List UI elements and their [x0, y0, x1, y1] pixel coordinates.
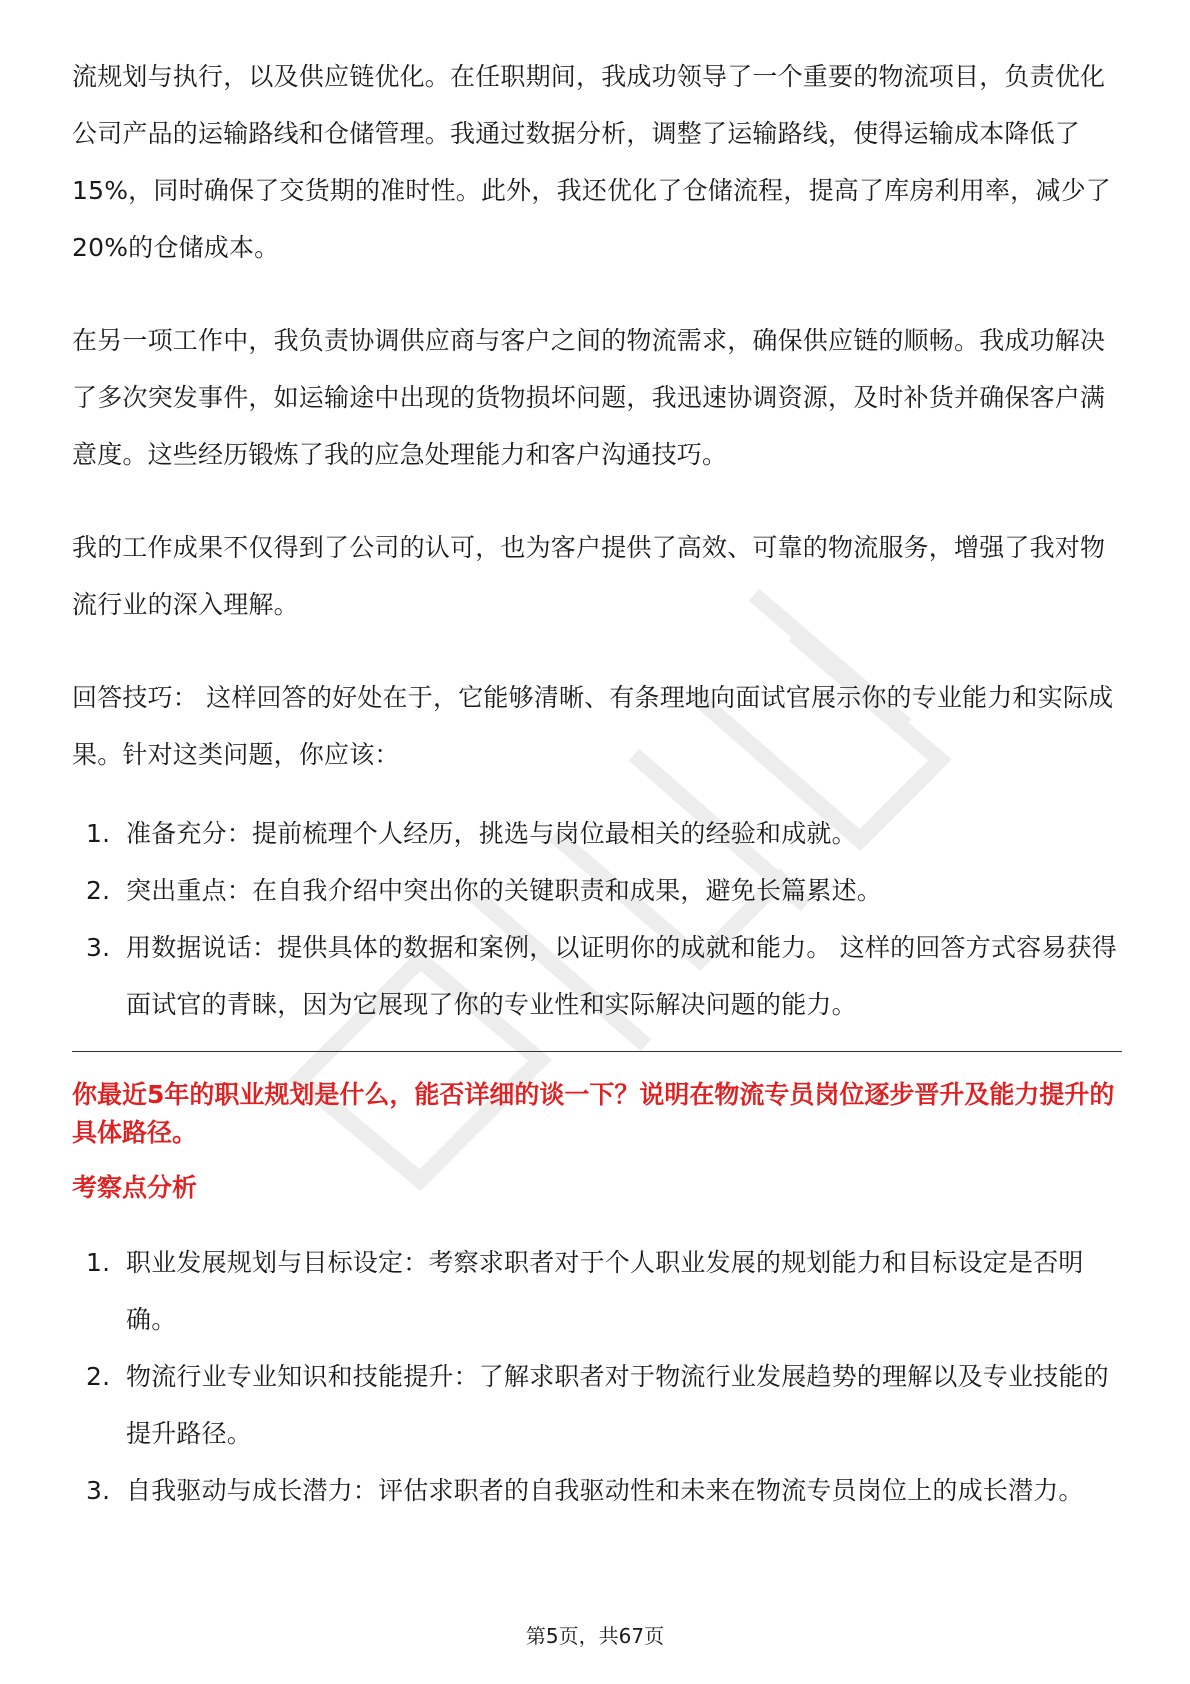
list-item-text: 突出重点：在自我介绍中突出你的关键职责和成果，避免长篇累述。 [126, 876, 883, 905]
list-item-text: 准备充分：提前梳理个人经历，挑选与岗位最相关的经验和成就。 [126, 819, 857, 848]
list-item [72, 805, 1122, 862]
list-item-text: 物流行业专业知识和技能提升：了解求职者对于物流行业发展趋势的理解以及专业技能的提升路径。 [126, 1362, 1109, 1448]
list-number: 3. [86, 1476, 111, 1505]
answer-tips-intro: 回答技巧： 这样回答的好处在于，它能够清晰、有条理地向面试官展示你的专业能力和实际成果。针对这类问题，你应该： [72, 683, 1114, 769]
list-number: 3. [86, 933, 111, 962]
list-item [72, 1234, 1122, 1348]
page-number-footer: 第5页，共67页 [525, 1624, 665, 1648]
answer-paragraph: 我的工作成果不仅得到了公司的认可，也为客户提供了高效、可靠的物流服务，增强了我对物流行业的深入理解。 [72, 533, 1106, 619]
list-number: 1. [86, 1248, 111, 1277]
answer-paragraph: 在另一项工作中，我负责协调供应商与客户之间的物流需求，确保供应链的顺畅。我成功解决了多次突发事件，如运输途中出现的货物损坏问题，我迅速协调资源，及时补货并确保客户满意度。这些经历锻炼了我的应急处理能力和客户沟通技巧。 [72, 326, 1106, 469]
list-item-text: 自我驱动与成长潜力：评估求职者的自我驱动性和未来在物流专员岗位上的成长潜力。 [126, 1476, 1084, 1505]
list-number: 2. [86, 876, 111, 905]
list-number: 1. [86, 819, 111, 848]
analysis-list [72, 1234, 1122, 1519]
analysis-heading: 考察点分析 [72, 1173, 198, 1202]
list-item [72, 1462, 1122, 1519]
interview-question: 你最近5年的职业规划是什么，能否详细的谈一下？说明在物流专员岗位逐步晋升及能力提升的具体路径。 [72, 1080, 1115, 1147]
list-item [72, 862, 1122, 919]
list-item-text: 职业发展规划与目标设定：考察求职者对于个人职业发展的规划能力和目标设定是否明确。 [126, 1248, 1084, 1334]
answer-paragraph: 流规划与执行，以及供应链优化。在任职期间，我成功领导了一个重要的物流项目，负责优化公司产品的运输路线和仓储管理。我通过数据分析，调整了运输路线，使得运输成本降低了15%，同时确保了交货期的准时性。此外，我还优化了仓储流程，提高了库房利用率，减少了20%的仓储成本。 [72, 62, 1111, 262]
list-number: 2. [86, 1362, 111, 1391]
list-item [72, 919, 1122, 1033]
section-divider [72, 1051, 1122, 1052]
list-item-text: 用数据说话：提供具体的数据和案例，以证明你的成就和能力。 这样的回答方式容易获得面试官的青睐，因为它展现了你的专业性和实际解决问题的能力。 [126, 933, 1117, 1019]
list-item [72, 1348, 1122, 1462]
page-content [72, 48, 1122, 1519]
tips-list [72, 805, 1122, 1033]
